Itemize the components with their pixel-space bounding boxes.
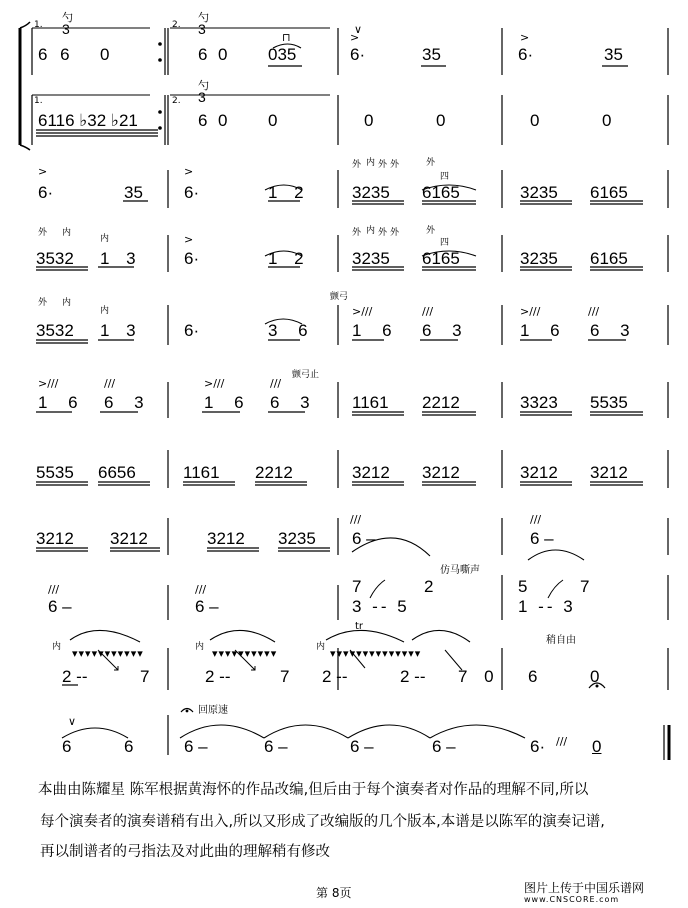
note: 6· [530,737,546,756]
fingering-label: 内 [366,158,376,168]
fingering-label: 外 [426,226,436,236]
page-number: 第 8页 [316,886,352,900]
fingering-label: 四 [440,238,450,248]
note: 1 6 [38,393,86,412]
tempo-annotation: 回原速 [198,705,228,716]
slurs [62,44,584,738]
note: 6 [124,737,134,756]
fingering-label: 外 [378,160,388,170]
note: 6· [350,45,366,64]
note: 7 [280,667,290,686]
fingering-label: 内 [62,228,72,238]
note-group: 2 -- [205,667,231,686]
tremolo-stop-annotation: 颤弓止 [292,370,320,380]
note: 35 [604,45,623,64]
imitation-annotation: 仿马嘶声 [440,565,480,576]
note-group: 3235 [352,183,390,202]
volta-1: 1. [34,20,43,30]
note: 6 – [352,529,376,548]
bow-up-mark: ∨ [68,715,77,728]
note-group: 3235 [278,529,316,548]
tremolo-annotation: 颤弓 [330,292,349,302]
finger-mark: 勺 [198,79,209,92]
tremolo-ticks: ▾▾▾▾▾▾▾▾▾▾▾▾▾▾ [330,647,422,660]
fingering-label: 外 [38,298,48,308]
note: 0 [218,45,228,64]
note: 0 [100,45,110,64]
note: 7 [580,577,590,596]
description-line-2: 每个演奏者的演奏谱稍有出入,所以又形成了改编版的几个版本,本谱是以陈军的演奏记谱, [40,814,605,830]
finger-mark: 勺 [62,11,73,24]
note: 0 [530,111,540,130]
tremolo-mark: >/// [204,377,225,390]
note: 6 [62,737,72,756]
note: 6· [184,321,200,340]
fingering-label: 外 [352,228,362,238]
note: 1 3 [100,249,142,268]
note-group: 7 0 [458,667,500,686]
fingering-label: 外 [378,228,388,238]
accent-mark: > [184,233,194,246]
note-group: 6656 [98,463,136,482]
note-group: 2212 [422,393,460,412]
note: 0 [592,737,602,756]
note-group: 1 -- 3 [518,597,576,616]
note-group: 2212 [255,463,293,482]
note-group: 6165 [590,183,628,202]
note-group: 3212 [110,529,148,548]
note: 35 [422,45,441,64]
fingering-label: 内 [100,234,110,244]
tremolo-ticks: ▾▾▾▾▾▾▾▾▾▾ [212,647,278,660]
note: 6· [38,183,54,202]
note: 6 – [264,737,288,756]
note: 6 3 [422,321,470,340]
tremolo-mark: /// [422,305,434,318]
note: 0 [364,111,374,130]
note: 6 – [350,737,374,756]
note: 0 [602,111,612,130]
note: 6 [198,111,208,130]
note: 6 3 [104,393,152,412]
trill-mark: tr [355,621,364,632]
note: 6 3 [590,321,638,340]
watermark-text: 图片上传于中国乐谱网 [524,881,645,895]
note-group: 3212 [352,463,390,482]
finger-number: 3 [198,21,206,37]
note: 6 – [530,529,554,548]
finger-number: 3 [198,89,206,105]
volta-2: 2. [172,96,181,106]
tremolo-mark: /// [350,513,362,526]
tremolo-mark: /// [588,305,600,318]
note-group: 3323 [520,393,558,412]
note-group: 3235 [520,249,558,268]
note-group: 3 -- 5 [352,597,410,616]
note: 0 [218,111,228,130]
tremolo-mark: >/// [352,305,373,318]
note: 1 6 [352,321,400,340]
tremolo-mark: /// [530,513,542,526]
tremolo-ticks: ▾▾▾▾▾▾▾▾▾▾▾ [72,647,144,660]
note-group: 6165 [422,249,460,268]
fingering-label: 四 [440,172,450,182]
fingering-label: 内 [195,642,205,652]
fingering-label: 内 [366,226,376,236]
note: 1 6 [204,393,252,412]
fingering-label: 外 [390,228,400,238]
tremolo-mark: /// [556,735,568,748]
note: 7 [352,577,362,596]
accent-mark: > [520,31,530,44]
note-group: 3235 [352,249,390,268]
fingering-label: 外 [426,158,436,168]
note-group: 3212 [590,463,628,482]
note: 6 [528,667,538,686]
bow-up-mark: ∨ [354,23,363,36]
finger-mark: 勺 [198,11,209,24]
note-group: 6165 [422,183,460,202]
note-group: 1161 [352,393,389,412]
note-group: 3212 [520,463,558,482]
note: 3 6 [268,321,316,340]
finger-number: 3 [62,21,70,37]
fingering-label: 内 [100,306,110,316]
note: 5 [518,577,528,596]
note-group: 3212 [36,529,74,548]
volta-2: 2. [172,20,181,30]
note: 1 2 [268,183,310,202]
tremolo-mark: /// [48,583,60,596]
watermark-url: www.CNSCORE.com [524,895,620,904]
fingering-label: 外 [38,228,48,238]
note-group: 1161 [183,463,220,482]
note-group: 3532 [36,249,74,268]
note-group: 2 -- [400,667,426,686]
note-group: 5535 [590,393,628,412]
note: 6· [184,249,200,268]
note: 0 [436,111,446,130]
note: 0 [268,111,278,130]
note: 035 [268,45,297,64]
ad-lib-annotation: 稍自由 [546,635,576,646]
note-group: 2 -- [62,667,88,686]
description-line-3: 再以制谱者的弓指法及对此曲的理解稍有修改 [40,844,330,860]
fingering-label: 内 [62,298,72,308]
note: 6 – [432,737,456,756]
tremolo-mark: /// [270,377,282,390]
note: 6 – [48,597,72,616]
tremolo-mark: /// [104,377,116,390]
note-group: 5535 [36,463,74,482]
note: 7 [140,667,150,686]
note: 1 2 [268,249,310,268]
note-group: 3212 [422,463,460,482]
note: 0 [590,667,600,686]
volta-1: 1. [34,96,43,106]
fingering-label: 外 [390,160,400,170]
note-group: 2 -- [322,667,348,686]
note: 2 [424,577,434,596]
accent-mark: > [38,165,48,178]
fingering-label: 内 [52,642,62,652]
fingering-label: 外 [352,160,362,170]
note-group: 6165 [590,249,628,268]
note: 6 [198,45,208,64]
note: 6· [184,183,200,202]
note: 6· [518,45,534,64]
fingering-label: 内 [316,642,326,652]
description-line-1: 本曲由陈耀星 陈军根据黄海怀的作品改编,但后由于每个演奏者对作品的理解不同,所以 [38,782,589,798]
bow-down-mark: ⊓ [282,31,291,44]
note: 1 6 [520,321,568,340]
tremolo-mark: /// [195,583,207,596]
note-group: 3532 [36,321,74,340]
note: 6 3 [270,393,318,412]
tremolo-mark: >/// [520,305,541,318]
accent-mark: > [184,165,194,178]
note-group: 3212 [207,529,245,548]
note-group: 3235 [520,183,558,202]
note: 35 [124,183,143,202]
note: 6 6 [38,45,74,64]
note-group: 6116 ♭32 ♭21 [38,111,138,130]
tremolo-mark: >/// [38,377,59,390]
note: 6 – [184,737,208,756]
note: 1 3 [100,321,142,340]
note: 6 – [195,597,219,616]
accent-mark: > [350,31,360,44]
